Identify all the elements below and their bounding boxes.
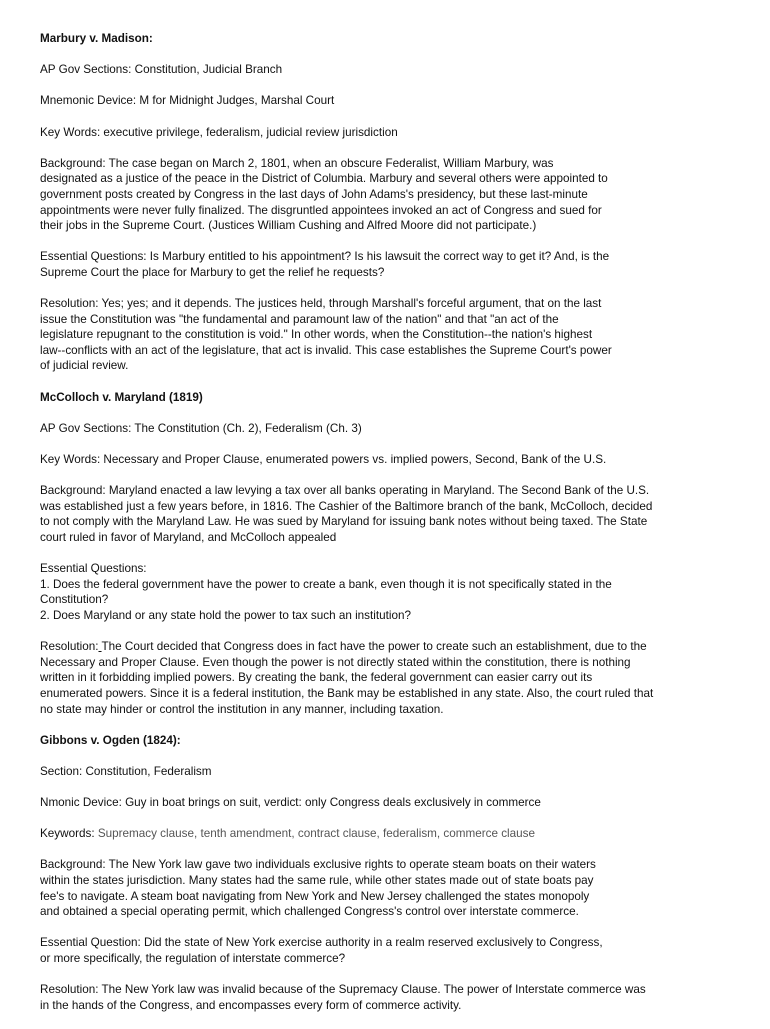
text-line: Background: The New York law gave two individuals exclusive rights to operate steam boats on their waters [40, 858, 596, 872]
mcculloch-background [40, 483, 740, 545]
text-line: their jobs in the Supreme Court. (Justices William Cushing and Alfred Moore did not participate.) [40, 219, 537, 233]
text-line: Essential Question: Did the state of New York exercise authority in a realm reserved exclusively to Congress, [40, 936, 603, 950]
case-title-mcculloch: McColloch v. Maryland (1819) [40, 390, 203, 404]
marbury-background [40, 156, 740, 234]
text-line: appointments were never fully finalized. The disgruntled appointees invoked an act of Congress and sued for [40, 203, 602, 217]
mcculloch-keywords: Key Words: Necessary and Proper Clause, enumerated powers vs. implied powers, Second, Bank of the U.S. [40, 453, 607, 467]
text-line: was established just a few years before, in 1816. The Cashier of the Baltimore branch of the bank, McColloch, decided [40, 499, 653, 513]
gibbons-keywords [40, 826, 740, 842]
text-line: government posts created by Congress in the last days of John Adams's presidency, but these last-minute [40, 187, 588, 201]
text-line: written in it forbidding implied powers. By creating the bank, the federal government can easier carry out its [40, 671, 593, 685]
text-line: or more specifically, the regulation of interstate commerce? [40, 952, 346, 966]
text-line: enumerated powers. Since it is a federal institution, the Bank may be established in any state. Also, the court ruled that [40, 686, 654, 700]
gibbons-resolution [40, 982, 740, 1013]
text-line: Background: The case began on March 2, 1801, when an obscure Federalist, William Marbury, was [40, 156, 554, 170]
marbury-questions [40, 249, 740, 280]
text-line: legislature repugnant to the constitution is void." In other words, when the Constitution--the nation's highest [40, 328, 593, 342]
case-title-gibbons: Gibbons v. Ogden (1824): [40, 733, 181, 747]
marbury-mnemonic: Mnemonic Device: M for Midnight Judges, Marshal Court [40, 94, 335, 108]
text-line: no state may hinder or control the institution in any manner, including taxation. [40, 702, 444, 716]
case-title-marbury: Marbury v. Madison: [40, 32, 153, 45]
resolution-first-line: The Court decided that Congress does in fact have the power to create such an establishment, due to the [101, 640, 647, 654]
text-line: issue the Constitution was "the fundamental and paramount law of the nation" and that "an act of the [40, 312, 559, 326]
text-line: of judicial review. [40, 359, 129, 373]
text-line: Constitution? [40, 593, 109, 607]
keywords-label: Keywords: [40, 827, 98, 841]
text-line: Supreme Court the place for Marbury to get the relief he requests? [40, 265, 385, 279]
mcculloch-sections: AP Gov Sections: The Constitution (Ch. 2), Federalism (Ch. 3) [40, 421, 362, 435]
text-line: Essential Questions: Is Marbury entitled to his appointment? Is his lawsuit the correct way to get it? And, is the [40, 250, 610, 264]
marbury-keywords: Key Words: executive privilege, federalism, judicial review jurisdiction [40, 125, 398, 139]
text-line: within the states jurisdiction. Many states had the same rule, while other states made out of state boats pay [40, 874, 594, 888]
text-line: Essential Questions: [40, 562, 147, 576]
text-line: Necessary and Proper Clause. Even though the power is not directly stated within the constitution, there is nothing [40, 655, 631, 669]
text-line: court ruled in favor of Maryland, and McColloch appealed [40, 531, 337, 544]
mcculloch-questions [40, 561, 740, 623]
marbury-sections: AP Gov Sections: Constitution, Judicial Branch [40, 63, 283, 77]
keywords-value: Supremacy clause, tenth amendment, contract clause, federalism, commerce clause [97, 827, 535, 841]
text-line: Background: Maryland enacted a law levying a tax over all banks operating in Maryland. The Second Bank of the U.S. [40, 484, 650, 498]
document-page [40, 31, 740, 1029]
resolution-label: Resolution: [40, 640, 99, 654]
text-line: Resolution: Yes; yes; and it depends. The justices held, through Marshall's forceful argument, that on the last [40, 297, 602, 311]
gibbons-section: Section: Constitution, Federalism [40, 764, 212, 778]
text-line: in the hands of the Congress, and encompasses every form of commerce activity. [40, 998, 462, 1012]
text-line [40, 639, 740, 655]
gibbons-question [40, 935, 740, 966]
gibbons-mnemonic: Nmonic Device: Guy in boat brings on suit, verdict: only Congress deals exclusively in commerce [40, 796, 541, 810]
text-line: and obtained a special operating permit, which challenged Congress's control over interstate commerce. [40, 905, 579, 919]
text-line: Resolution: The New York law was invalid because of the Supremacy Clause. The power of Interstate commerce was [40, 983, 646, 997]
text-line: designated as a justice of the peace in the District of Columbia. Marbury and several others were appointed to [40, 172, 608, 186]
mcculloch-resolution [40, 639, 740, 717]
text-line: law--conflicts with an act of the legislature, that act is invalid. This case establishes the Supreme Court's power [40, 343, 612, 357]
text-line: fee's to navigate. A steam boat navigating from New York and New Jersey challenged the states monopoly [40, 889, 590, 903]
text-line: 2. Does Maryland or any state hold the power to tax such an institution? [40, 608, 411, 622]
marbury-resolution [40, 296, 740, 374]
gibbons-background [40, 857, 740, 919]
text-line: to not comply with the Maryland Law. He was sued by Maryland for issuing bank notes without being taxed. The State [40, 515, 648, 529]
text-line: 1. Does the federal government have the power to create a bank, even though it is not specifically stated in the [40, 577, 612, 591]
